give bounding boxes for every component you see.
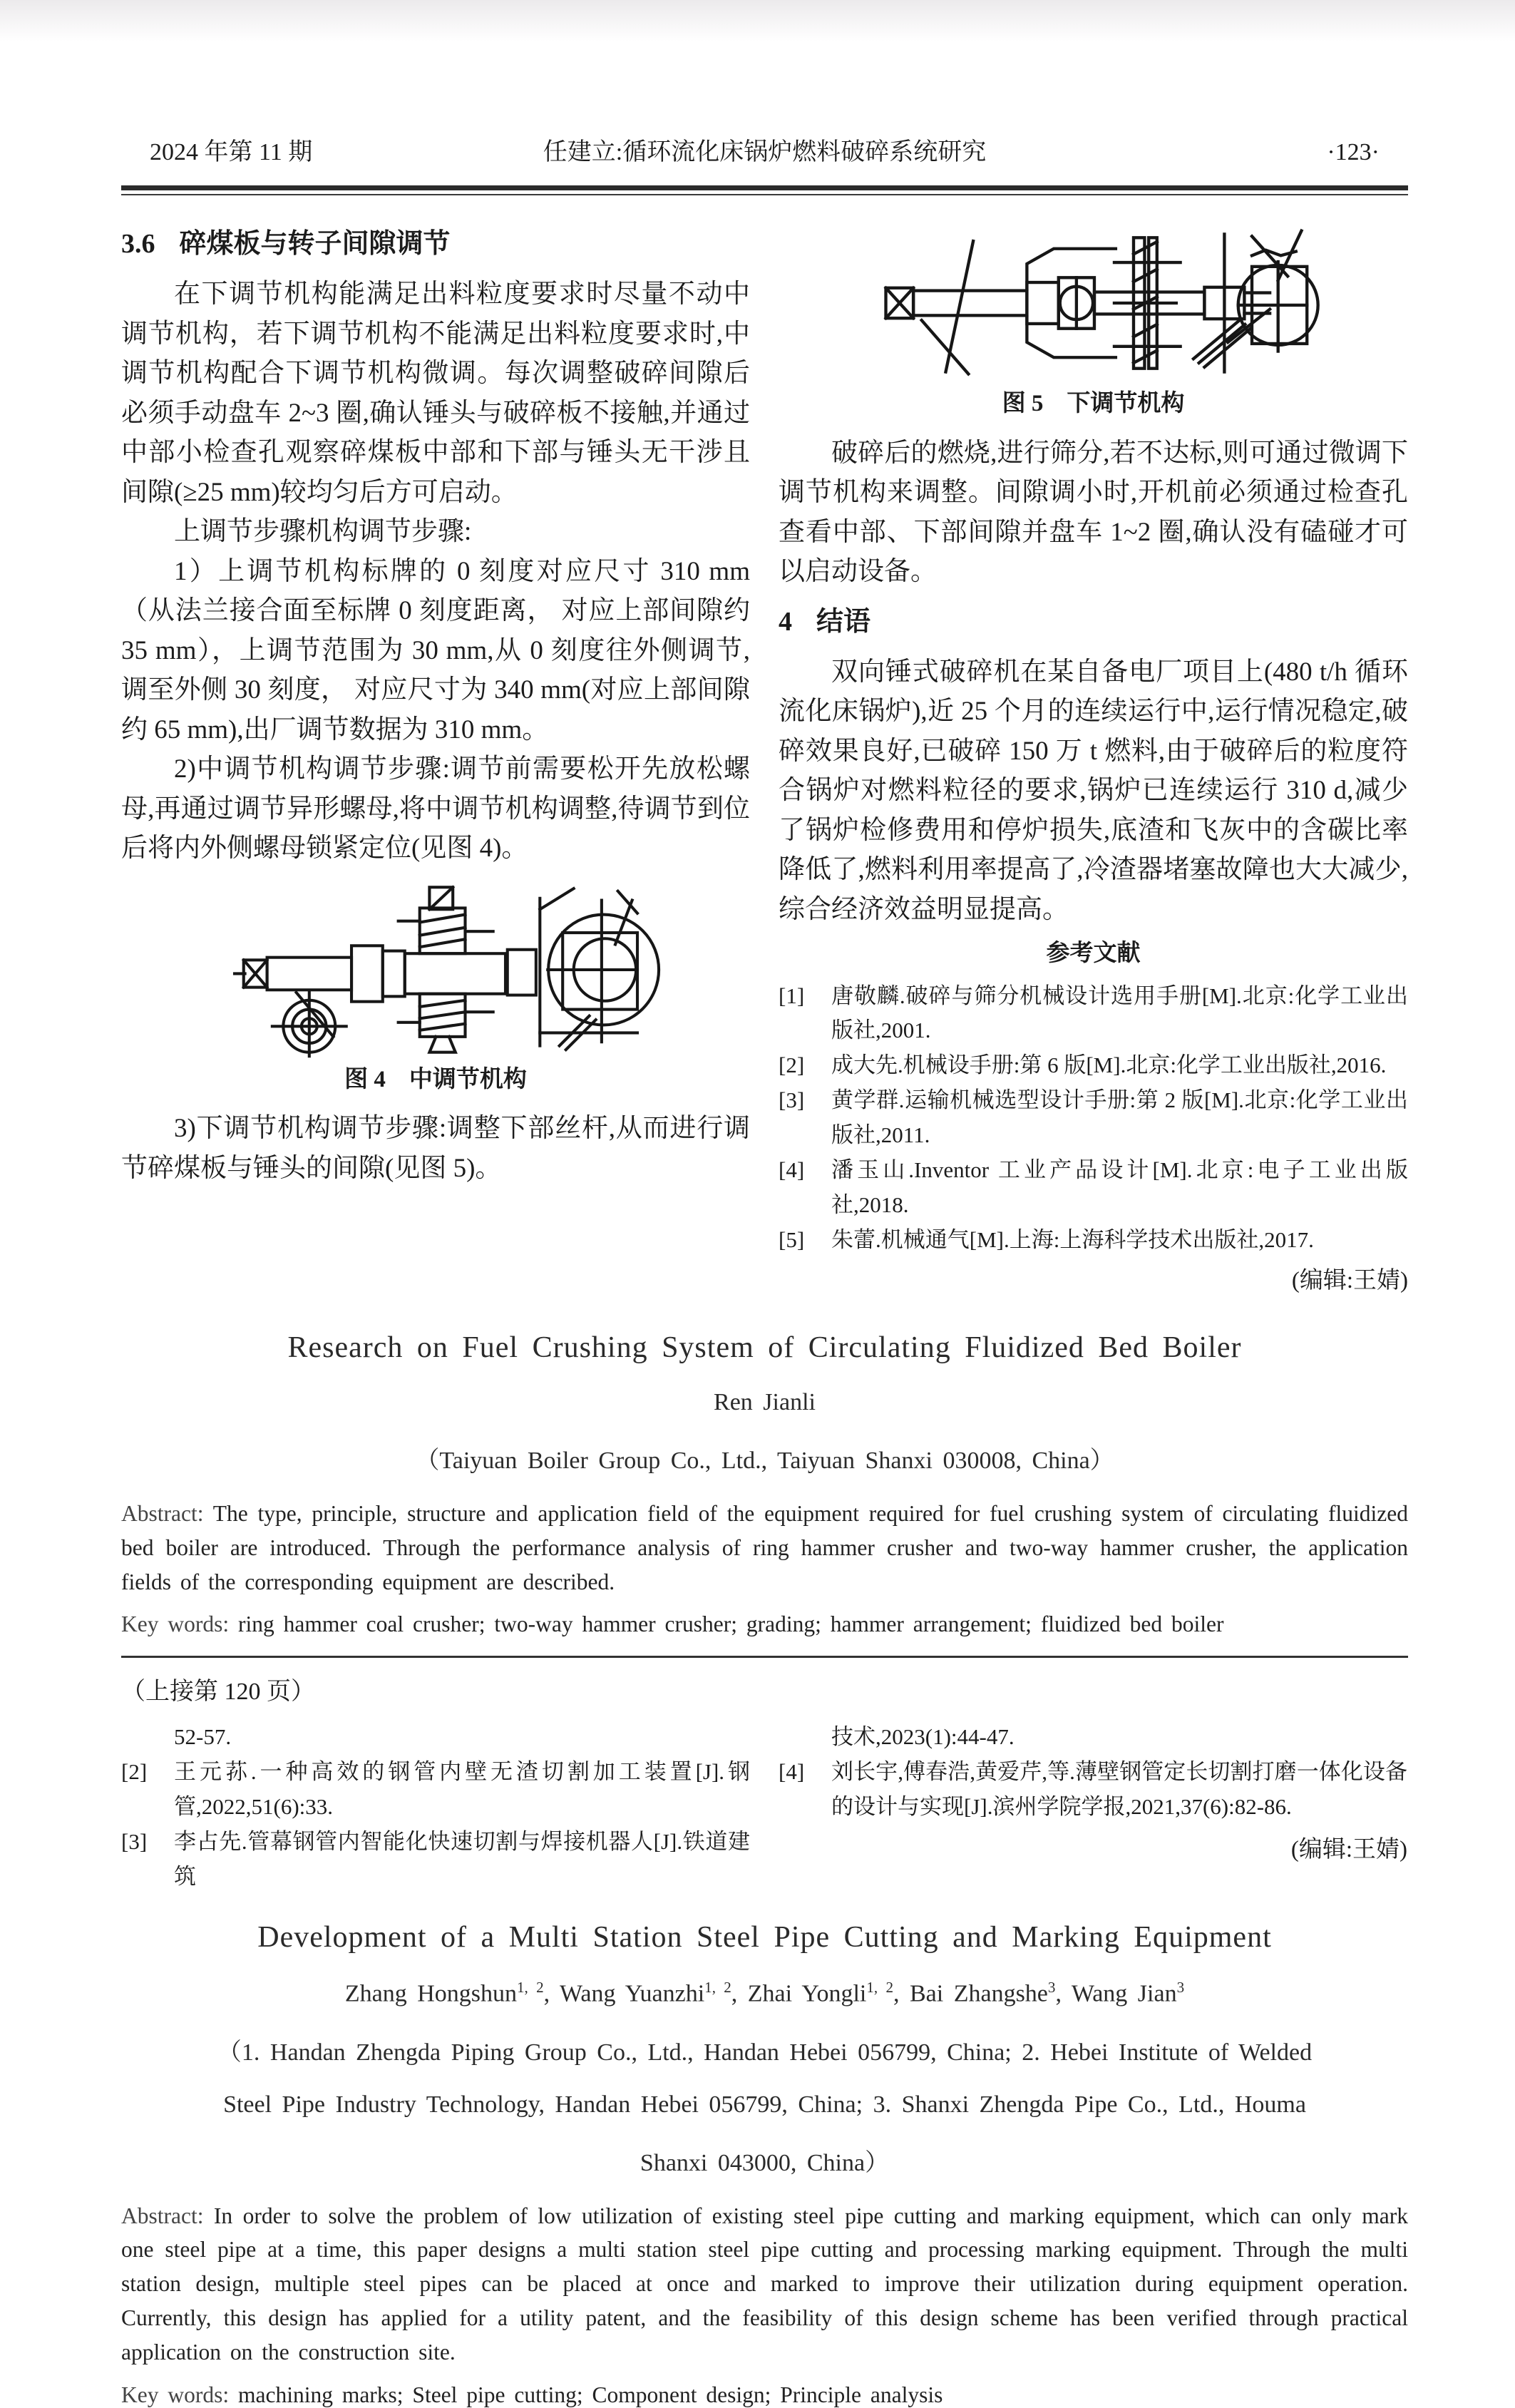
author-superscript: 3 (1176, 1979, 1185, 1997)
reference-label: [4] (779, 1157, 805, 1183)
section-3-6-title: 碎煤板与转子间隙调节 (179, 229, 451, 259)
abstract-label: Abstract: (121, 2203, 214, 2228)
reference-item (121, 1825, 750, 1895)
english-authors-2 (121, 1979, 1408, 2007)
english-title-1: Research on Fuel Crushing System of Circulating Fluidized Bed Boiler (287, 1331, 1242, 1364)
author-superscript: 3 (1047, 1979, 1056, 1997)
continued-right-column (779, 1720, 1407, 1895)
reference-item (779, 1083, 1408, 1153)
page-header (121, 132, 1408, 167)
reference-label: [3] (779, 1087, 805, 1113)
author-separator: , (893, 1980, 910, 2007)
section-4-title: 结语 (816, 606, 871, 637)
paragraph: 3)下调节机构调节步骤:调整下部丝杆,从而进行调节碎煤板与锤头的间隙(见图 5)。 (121, 1114, 750, 1183)
column-right (779, 224, 1408, 1299)
section-4-heading (779, 602, 1408, 642)
english-title-2: Development of a Multi Station Steel Pipe Cutting and Marking Equipment (257, 1921, 1272, 1954)
reference-item (779, 1048, 1408, 1083)
english-affiliation-2-line3: Shanxi 043000, China） (640, 2149, 890, 2176)
reference-text: 李占先.管幕钢管内智能化快速切割与焊接机器人[J].铁道建筑 (174, 1829, 750, 1890)
english-affiliation-2-line1: （1. Handan Zhengda Piping Group Co., Ltd., Handan Hebei 056799, China; 2. Hebei Institute of Welded (217, 2039, 1313, 2066)
english-abstract-2 (121, 2199, 1408, 2369)
english-author-1: Ren Jianli (714, 1388, 816, 1415)
figure5-drawing-lower-adjustment (880, 224, 1308, 382)
reference-label: [5] (779, 1227, 805, 1253)
reference-item (779, 979, 1408, 1049)
abstract-text: In order to solve the problem of low utilization of existing steel pipe cutting and marking equipment, which can only mark one steel pipe at a time, this paper designs a multi station steel pipe cutting and processing marking equipment. Through the multi station design, multiple steel pipes can be placed at once and marked to improve their utilization during equipment operation. Currently, this design has applied for a utility patent, and the feasibility of this design scheme has been verified through practical application on the construction site. (121, 2203, 1409, 2365)
header-issue: 2024 年第 11 期 (150, 139, 313, 165)
figure5-caption: 图 5 下调节机构 (1002, 391, 1185, 416)
paragraph: 在下调节机构能满足出料粒度要求时尽量不动中调节机构，若下调节机构不能满足出料粒度要求时,中调节机构配合下调节机构微调。每次调整破碎间隙后必须手动盘车 2~3 圈,确认锤头与破碎板不接触,并通过中部小检查孔观察碎煤板中部和下部与锤头无干涉且间隙(≥25 mm)较均匀后方可启动。 (121, 280, 750, 507)
reference-carry-text: 52-57. (174, 1724, 232, 1750)
article-divider (121, 1656, 1408, 1658)
section-3-6-number: 3.6 (121, 229, 155, 259)
continued-from-note: （上接第 120 页） (121, 1679, 315, 1706)
keywords-text: machining marks; Steel pipe cutting; Component design; Principle analysis (237, 2382, 943, 2407)
reference-text: 潘玉山.Inventor 工业产品设计[M].北京:电子工业出版社,2018. (831, 1157, 1408, 1218)
spacer (779, 1720, 831, 1755)
author-separator: , (731, 1980, 748, 2007)
reference-text: 成大先.机械设手册:第 6 版[M].北京:化学工业出版社,2016. (831, 1052, 1387, 1078)
paragraph: 上调节步骤机构调节步骤: (174, 517, 472, 546)
figure4-caption: 图 4 中调节机构 (344, 1066, 527, 1092)
header-divider (121, 185, 1408, 195)
reference-item (779, 1755, 1407, 1825)
reference-text: 王元荪.一种高效的钢管内壁无渣切割加工装置[J].钢管,2022,51(6):33. (174, 1759, 750, 1820)
paragraph: 2)中调节机构调节步骤:调节前需要松开先放松螺母,再通过调节异形螺母,将中调节机构调整,待调节到位后将内外侧螺母锁紧定位(见图 4)。 (121, 754, 750, 863)
reference-item (779, 1153, 1408, 1223)
english-keywords-1 (121, 1612, 1408, 1637)
english-affiliation-1: （Taiyuan Boiler Group Co., Ltd., Taiyuan Shanxi 030008, China） (415, 1447, 1114, 1474)
figure4-drawing-mid-adjustment (235, 881, 637, 1058)
spacer (121, 1720, 174, 1755)
continued-left-column (121, 1720, 750, 1895)
reference-carry-text: 技术,2023(1):44-47. (831, 1724, 1015, 1750)
references-title: 参考文献 (1046, 941, 1141, 966)
paragraph: 破碎后的燃烧,进行筛分,若不达标,则可通过微调下调节机构来调整。间隙调小时,开机前必须通过检查孔查看中部、下部间隙并盘车 1~2 圈,确认没有磕碰才可以启动设备。 (779, 438, 1408, 586)
section-4-number: 4 (779, 606, 792, 637)
reference-text: 黄学群.运输机械选型设计手册:第 2 版[M].北京:化学工业出版社,2011. (831, 1087, 1408, 1148)
author-name: Zhang Hongshun (344, 1980, 518, 2007)
reference-item (121, 1755, 750, 1825)
reference-label: [4] (779, 1759, 805, 1785)
section-3-6-heading (121, 224, 750, 265)
column-left (121, 224, 750, 1299)
author-separator: , (1055, 1980, 1072, 2007)
abstract-text: The type, principle, structure and application field of the equipment required for fuel crushing system of circulating fluidized bed boiler are introduced. Through the performance analysis of ring hammer crusher and two-way hammer crusher, the application fields of the corresponding equipment are described. (121, 1500, 1408, 1594)
reference-label: [1] (779, 983, 805, 1008)
author-superscript: 1, 2 (704, 1979, 731, 1997)
english-affiliation-2-line2: Steel Pipe Industry Technology, Handan Hebei 056799, China; 3. Shanxi Zhengda Pipe Co., Ltd., Houma (223, 2091, 1306, 2118)
author-name: Bai Zhangshe (910, 1980, 1048, 2007)
keywords-label: Key words: (121, 1612, 238, 1637)
scan-edge-shading (0, 0, 1515, 41)
keywords-text: ring hammer coal crusher; two-way hammer crusher; grading; hammer arrangement; fluidized bed boiler (237, 1612, 1224, 1637)
author-superscript: 1, 2 (517, 1979, 544, 1997)
keywords-label: Key words: (121, 2382, 238, 2407)
two-column-body (121, 224, 1408, 1299)
author-name: Wang Jian (1071, 1980, 1177, 2007)
reference-label: [2] (779, 1052, 805, 1078)
editor-note: (编辑:王婧) (1291, 1268, 1408, 1294)
header-running-title: 任建立:循环流化床锅炉燃料破碎系统研究 (543, 139, 987, 165)
reference-text: 唐敬麟.破碎与筛分机械设计选用手册[M].北京:化学工业出版社,2001. (831, 983, 1408, 1043)
continued-columns (121, 1720, 1408, 1895)
abstract-label: Abstract: (121, 1500, 213, 1526)
page-content (121, 132, 1408, 2408)
header-page-number: ·123· (1327, 139, 1380, 165)
reference-text: 朱蕾.机械通气[M].上海:上海科学技术出版社,2017. (831, 1227, 1314, 1253)
author-name: Zhai Yongli (747, 1980, 867, 2007)
english-keywords-2 (121, 2382, 1408, 2408)
author-superscript: 1, 2 (866, 1979, 893, 1997)
editor-note: (编辑:王婧) (1290, 1837, 1407, 1863)
paragraph: 双向锤式破碎机在某自备电厂项目上(480 t/h 循环流化床锅炉),近 25 个月的连续运行中,运行情况稳定,破碎效果良好,已破碎 150 万 t 燃料,由于破碎后的粒度符合锅炉对燃料粒径的要求,锅炉已连续运行 310 d,减少了锅炉检修费用和停炉损失,底渣和飞灰中的含碳比率降低了,燃料利用率提高了,冷渣器堵塞故障也大大减少,综合经济效益明显提高。 (779, 657, 1408, 924)
reference-label: [2] (121, 1759, 148, 1785)
reference-item (779, 1223, 1408, 1258)
author-name: Wang Yuanzhi (560, 1980, 705, 2007)
reference-text: 刘长宇,傅春浩,黄爱芹,等.薄壁钢管定长切割打磨一体化设备的设计与实现[J].滨州学院学报,2021,37(6):82-86. (831, 1759, 1407, 1820)
paragraph: 1）上调节机构标牌的 0 刻度对应尺寸 310 mm（从法兰接合面至标牌 0 刻度距离， 对应上部间隙约 35 mm），上调节范围为 30 mm,从 0 刻度往外侧调节,调至外侧 30 刻度， 对应尺寸为 340 mm(对应上部间隙约 65 mm),出厂调节数据为 310 mm。 (121, 556, 750, 744)
english-abstract-1 (121, 1497, 1408, 1599)
reference-label: [3] (121, 1829, 148, 1855)
author-separator: , (543, 1980, 560, 2007)
